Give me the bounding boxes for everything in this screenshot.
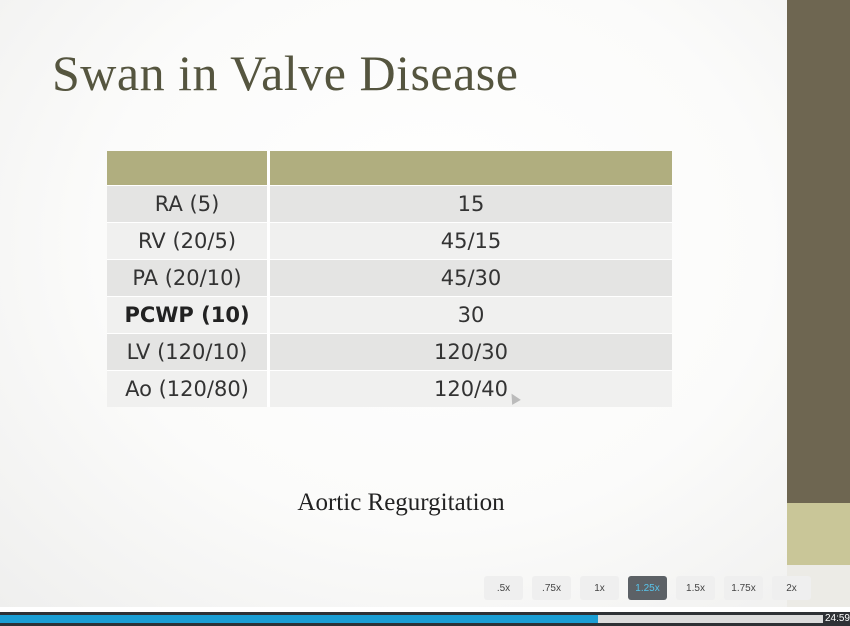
table-header-label (107, 151, 270, 185)
speed-button-1x[interactable]: 1x (580, 576, 619, 600)
row-label: PA (20/10) (107, 259, 270, 296)
row-label: RA (5) (107, 185, 270, 222)
speed-button-1.5x[interactable]: 1.5x (676, 576, 715, 600)
row-label: PCWP (10) (107, 296, 270, 333)
table-header-value (270, 151, 672, 185)
table-row (107, 185, 672, 222)
row-value: 45/15 (270, 222, 672, 259)
slide-title: Swan in Valve Disease (52, 45, 519, 101)
slide-caption: Aortic Regurgitation (297, 489, 505, 516)
table-row (107, 296, 672, 333)
table-row (107, 222, 672, 259)
table-row (107, 333, 672, 370)
video-progress-bar[interactable] (0, 612, 850, 626)
row-label: Ao (120/80) (107, 370, 270, 407)
speed-button-0.5x[interactable]: .5x (484, 576, 523, 600)
row-value: 120/40 (270, 370, 672, 407)
speed-button-1.25x[interactable]: 1.25x (628, 576, 667, 600)
row-label: RV (20/5) (107, 222, 270, 259)
row-value: 45/30 (270, 259, 672, 296)
row-value: 15 (270, 185, 672, 222)
pressure-table (107, 151, 672, 407)
speed-button-2x[interactable]: 2x (772, 576, 811, 600)
progress-played (0, 615, 598, 623)
speed-button-0.75x[interactable]: .75x (532, 576, 571, 600)
row-value: 30 (270, 296, 672, 333)
row-value: 120/30 (270, 333, 672, 370)
time-display: 24:59 (824, 613, 850, 624)
speed-button-1.75x[interactable]: 1.75x (724, 576, 763, 600)
row-label: LV (120/10) (107, 333, 270, 370)
playback-speed-bar (484, 576, 811, 600)
table-row (107, 259, 672, 296)
table-header-row (107, 151, 672, 185)
slide-side-band (787, 0, 850, 503)
table-row (107, 370, 672, 407)
